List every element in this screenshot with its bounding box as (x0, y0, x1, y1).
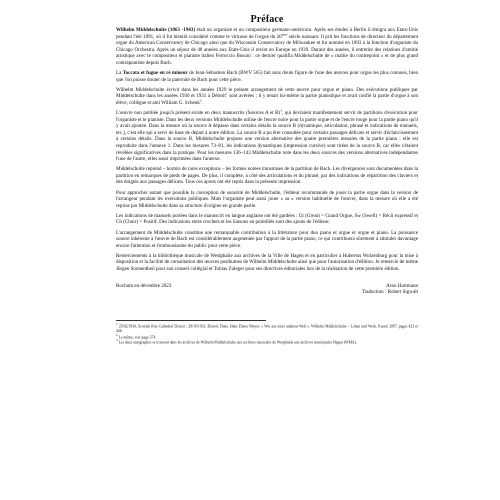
paragraph-contribution: L'arrangement de Middelschulte constitue une remarquable contribution à la littérature pour duo piano et orgue et orgue et piano. La puissance sonore inhérente à l'œuvre de Bach est considérablement augmentée par l'apport de la partie piano, ce qui contribuera sûrement à stimuler davantage encore l'attention et l'enthousiasme du public pour cette pièce. (116, 229, 418, 249)
paragraph-work (116, 70, 418, 83)
place-date: Bochum en décembre 2023 (116, 282, 172, 289)
footnote-ref[interactable]: 2 (199, 98, 202, 103)
paragraph-text: , qui deviaient manifestement servir de partitions d'exécution pour l'organiste et le pianiste. Dans les deux versions Middelschulte utilise de l'encre noire pour la partie orgue et de l'encre rouge pour la partie piano qu'il y avait ajoutée. Dans la mesure où la source A dépasse dans certains détails la source B (dynamique, articulation, phrasé et indications de manuels, etc.), c'est elle qui a servi de base de départ à notre édition. La source B a pu être consultée pour certains passages délicats et servir d'éclaircissement à certains détails. Dans la source B, Middelschulte propose une version alternative des quatre premières mesures de la partie piano ; elle est reproduite dans l'annexe 1. Dans les mesures 73–81, les indications dynamiques (impression cursive) sont tirées de la source B, car elles s'étaient révélées significatives dans la pratique. Pour les mesures 136–143 Middelschulte note dans les deux sources des versions alternatives indépendantes l'une de l'autre, elles aussi imprimées dans l'annexe. (116, 110, 418, 163)
author-name: Arno Hartmann (386, 282, 418, 289)
paragraph-text: Wilhelm Middelschulte écrivit dans les années 1929 le présent arrangement de cette œuvre pour orgue et piano. Des exécutions publiques par Middelschulte dans les années 1930 et 1931 à Détroit (116, 86, 418, 100)
paragraph-biography (116, 27, 418, 67)
translator-credit: Traduction : Robert Sigwalt (361, 289, 418, 296)
paragraph-notation: Middelschulte reprend – hormis de rares exceptions – les formes notées transmises de la partition de Bach. Les divergences sont documentées dans la partition en remarques de pieds de pages. De plus, il complète, à côté des articulations et du phrasé, par des indications de répartition des claviers et des doigtés aux passages délicats. Tous ces ajouts ont été repris dans la présente impression. (116, 166, 418, 186)
paragraph-text: siècle naissant. Il prit les fonctions de directeur du département orgue du American Conservatory de Chicago ainsi que du Wisconsin Conservatory de Milwaukee et fut nommé en 1893 à la fonction d'organiste du Chicago Orchestra. Après un séjour de 48 années aux Etats-Unis il revint en Europe en 1939. Durant des années, il entretint des relations d'amitié artistique avec le compositeur et pianiste italien Ferruccio Busoni : ce dernier qualifia Middelschulte de « maître du contrepoint » et de plus grand contrapuntiste depuis Bach. (116, 33, 419, 66)
credits (362, 283, 418, 296)
paragraph-performance: Pour approcher autant que possible la conception de sonorité de Middelschulte, l'éditeur recommande de jouer la partie orgue dans la version de l'arrangeur pendant les exécutions publiques. Mais l'organiste peut aussi jouer « sa » version habituelle de l'œuvre, dans la mesure où elle a été reprise par Middelschulte dans sa structure d'origine en grande partie. (116, 189, 418, 209)
paragraph-acknowledgements: Remerciements à la bibliothèque musicale de Westphalie aux archives de la Ville de Hagen et en particulier à Hubertus Wolzenburg pour la mise à disposition et la facilité de consultation des œuvres posthumes de Wilhelm Middelschulte ainsi que pour l'autorisation d'édition. Je remercie de même Jürgen Sonnentheil pour son conseil collégial et Tobias Zuleger pour ses directives éditoriales lors de la réalisation de cette première édition. (116, 252, 418, 272)
signature-block (116, 283, 418, 296)
footnote-number: 3 (116, 338, 118, 343)
footnote-number: 2 (116, 332, 118, 337)
paragraph-text: de Jean-Sébastien Bach (BWV 565) fait sans doute figure de l'une des œuvres pour orgue les plus connues, bien que l'on puisse douter de la paternité de Bach pour cette pièce. (116, 70, 418, 83)
paragraph-manuals: Les indications de manuels portées dans le manuscrit en langue anglaise ont été gardées : Gt (Great) = Grand Orgue, Sw (Swell) = Récit expressif et Ch (Choir) = Positif. Des indications entre crochets et les liaisons en pointillés sont des ajouts de l'éditeur. (116, 212, 418, 226)
superscript: ème (281, 31, 288, 36)
work-title: Toccata et fugue en ré mineur (122, 70, 188, 77)
composer-name: Wilhelm Middelschulte (1863 -1943) (116, 27, 196, 33)
paragraph-sources (116, 110, 418, 163)
footnote-text: Les deux autographes se trouvent dans les archives de Wilhelm Middelschulte aux archives musicales de Westphalie aux archives municipales Hagen (WMA). (117, 340, 357, 345)
footnote-text: Le même, voir page 374. (117, 334, 157, 339)
footnote-divider (116, 320, 266, 321)
paragraph-text: était un organiste et un compositeur germano-américain. Après ses études à Berlin il émigra aux Etats-Unis pendant l'été 1891, où il fut bientôt considéré comme le virtuose de l'orgue du 20 (116, 27, 418, 40)
paragraph-arrangement (116, 87, 418, 107)
footnote-ref[interactable]: 3 (280, 108, 282, 113)
footnote-number: 1 (116, 321, 118, 326)
paragraph-text: L'œuvre non publiée jusqu'à présent existe en deux manuscrits (Sources A et B) (116, 110, 281, 117)
footnote (116, 340, 418, 345)
footnote-text: 25/02/1930, Scottish Rite Cathedral Detroit ; 28/10/1931, Detroit. Dans: Hans Dieter Meyer, « Wie aus einer anderen Welt ». Wilhelm Middelschulte – Leben und Werk, Kassel 2007, pages 423 et 426. (116, 324, 418, 334)
footnote-ref[interactable]: 1 (225, 91, 228, 96)
paragraph-text: sont avérées ; il y tenait lui-même la partie pianistique et avait confié la partie d'orgue à son élève, collègue et ami William G. Schenk (116, 93, 418, 106)
paragraph-text: La (116, 70, 123, 77)
page-title: Préface (250, 14, 284, 25)
footnote (116, 321, 418, 334)
footnotes (116, 321, 418, 346)
paragraph-text: . (201, 99, 203, 106)
